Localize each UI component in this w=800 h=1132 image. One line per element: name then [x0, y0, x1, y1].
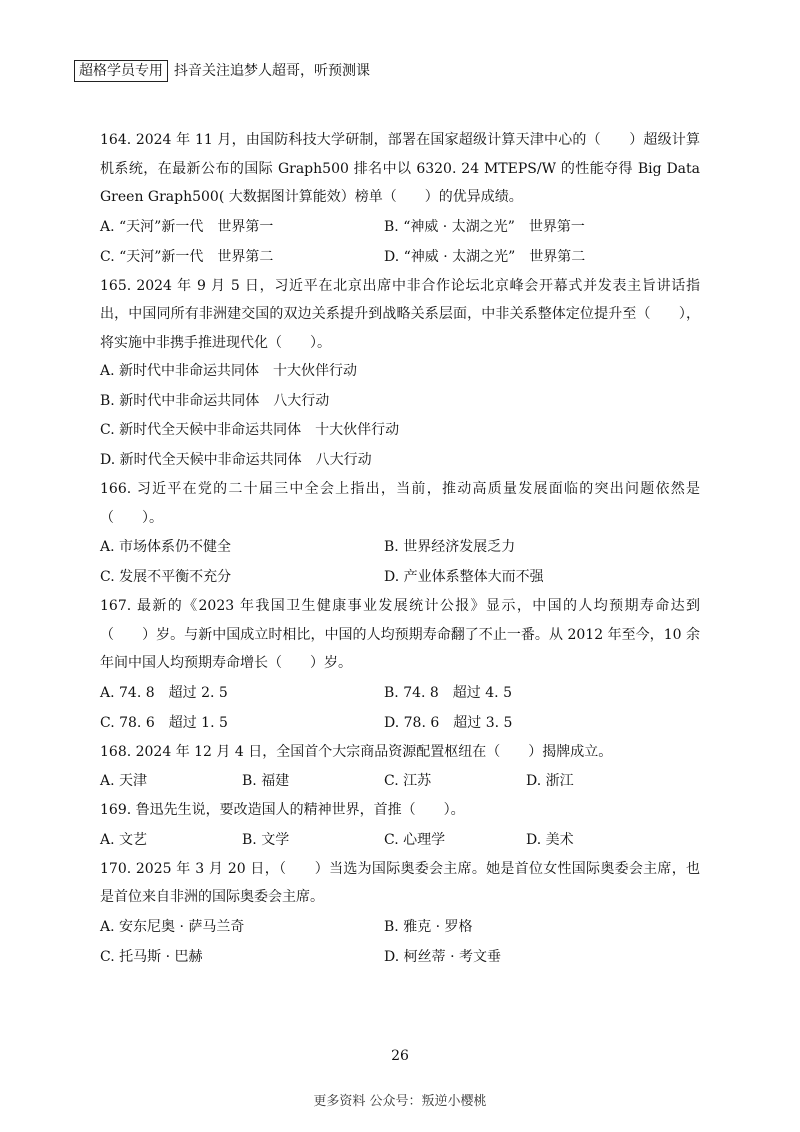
question-stem: 168. 2024 年 12 月 4 日，全国首个大宗商品资源配置枢纽在（ ）揭牌成立。 [100, 743, 613, 760]
option-a: A. 74. 8 超过 2. 5 [100, 684, 228, 701]
question-169 [100, 796, 700, 855]
option-c: C. 托马斯 · 巴赫 [100, 948, 203, 965]
option-b: B. 世界经济发展乏力 [384, 539, 516, 555]
question-164 [100, 126, 700, 272]
option-c: C. 心理学 [384, 831, 446, 848]
question-stem: 165. 2024 年 9 月 5 日，习近平在北京出席中非合作论坛北京峰会开幕式并发表主旨讲话指出，中国同所有非洲建交国的双边关系提升到战略关系层面，中非关系整体定位提升至（ ），将实施中非携手推进现代化（ ）。 [100, 277, 700, 351]
option-d: D. 美术 [526, 831, 574, 848]
options [100, 212, 700, 272]
option-a: A. 新时代中非命运共同体 十大伙伴行动 [100, 363, 358, 379]
question-166 [100, 475, 700, 592]
option-d: D. 浙江 [526, 773, 574, 789]
option-c: C. 发展不平衡不充分 [100, 569, 232, 585]
header-tag: 超格学员专用 [74, 60, 168, 82]
option-c: C. 新时代全天候中非命运共同体 十大伙伴行动 [100, 422, 400, 438]
options [100, 678, 700, 738]
question-165 [100, 272, 700, 476]
option-b: B. 雅克 · 罗格 [384, 918, 473, 935]
option-c: C. 江苏 [384, 773, 432, 789]
question-stem: 170. 2025 年 3 月 20 日，（ ）当选为国际奥委会主席。她是首位女性国际奥委会主席，也是首位来自非洲的国际奥委会主席。 [100, 860, 700, 905]
option-b: B. 新时代中非命运共同体 八大行动 [100, 392, 330, 409]
header-text: 抖音关注追梦人超哥，听预测课 [174, 63, 370, 79]
option-d: D. 新时代全天候中非命运共同体 八大行动 [100, 451, 372, 468]
options [100, 766, 700, 796]
page-footer: 更多资料 公众号：叛逆小樱桃 [313, 1094, 487, 1109]
option-c: C. “天河”新一代 世界第二 [100, 248, 274, 265]
question-stem: 166. 习近平在党的二十届三中全会上指出，当前，推动高质量发展面临的突出问题依然是（ ）。 [100, 481, 700, 526]
question-168 [100, 738, 700, 797]
option-b: B. 文学 [242, 831, 290, 848]
option-d: D. 产业体系整体大而不强 [384, 569, 544, 585]
option-d: D. 78. 6 超过 3. 5 [384, 714, 513, 731]
question-stem: 167. 最新的《2023 年我国卫生健康事业发展统计公报》显示，中国的人均预期寿命达到（ ）岁。与新中国成立时相比，中国的人均预期寿命翻了不止一番。从 2012 年至今，10 余年间中国人均预期寿命增长（ ）岁。 [100, 598, 700, 671]
question-170 [100, 855, 700, 972]
question-stem: 164. 2024 年 11 月，由国防科技大学研制，部署在国家超级计算天津中心的（ ）超级计算机系统，在最新公布的国际 Graph500 排名中以 6320. 24 MTEPS/W 的性能夺得 Big Data Green Graph500( 大数据图计算能效）榜单（ ）的优异成绩。 [100, 132, 700, 205]
option-a: A. “天河”新一代 世界第一 [100, 218, 274, 235]
option-a: A. 市场体系仍不健全 [100, 539, 232, 555]
option-b: B. 福建 [242, 773, 290, 789]
options [100, 532, 700, 592]
option-c: C. 78. 6 超过 1. 5 [100, 714, 228, 731]
option-a: A. 文艺 [100, 831, 148, 848]
page-header [74, 60, 370, 82]
options [100, 912, 700, 972]
option-a: A. 安东尼奥 · 萨马兰奇 [100, 918, 245, 935]
options [100, 825, 700, 855]
question-stem: 169. 鲁迅先生说，要改造国人的精神世界，首推（ ）。 [100, 802, 465, 818]
option-b: B. 74. 8 超过 4. 5 [384, 684, 512, 701]
question-167 [100, 592, 700, 738]
option-d: D. “神威 · 太湖之光” 世界第二 [384, 248, 586, 265]
page-number: 26 [391, 1048, 409, 1064]
question-list [100, 126, 700, 972]
options [100, 357, 700, 475]
option-d: D. 柯丝蒂 · 考文垂 [384, 948, 501, 965]
option-a: A. 天津 [100, 773, 148, 789]
option-b: B. “神威 · 太湖之光” 世界第一 [384, 218, 585, 235]
